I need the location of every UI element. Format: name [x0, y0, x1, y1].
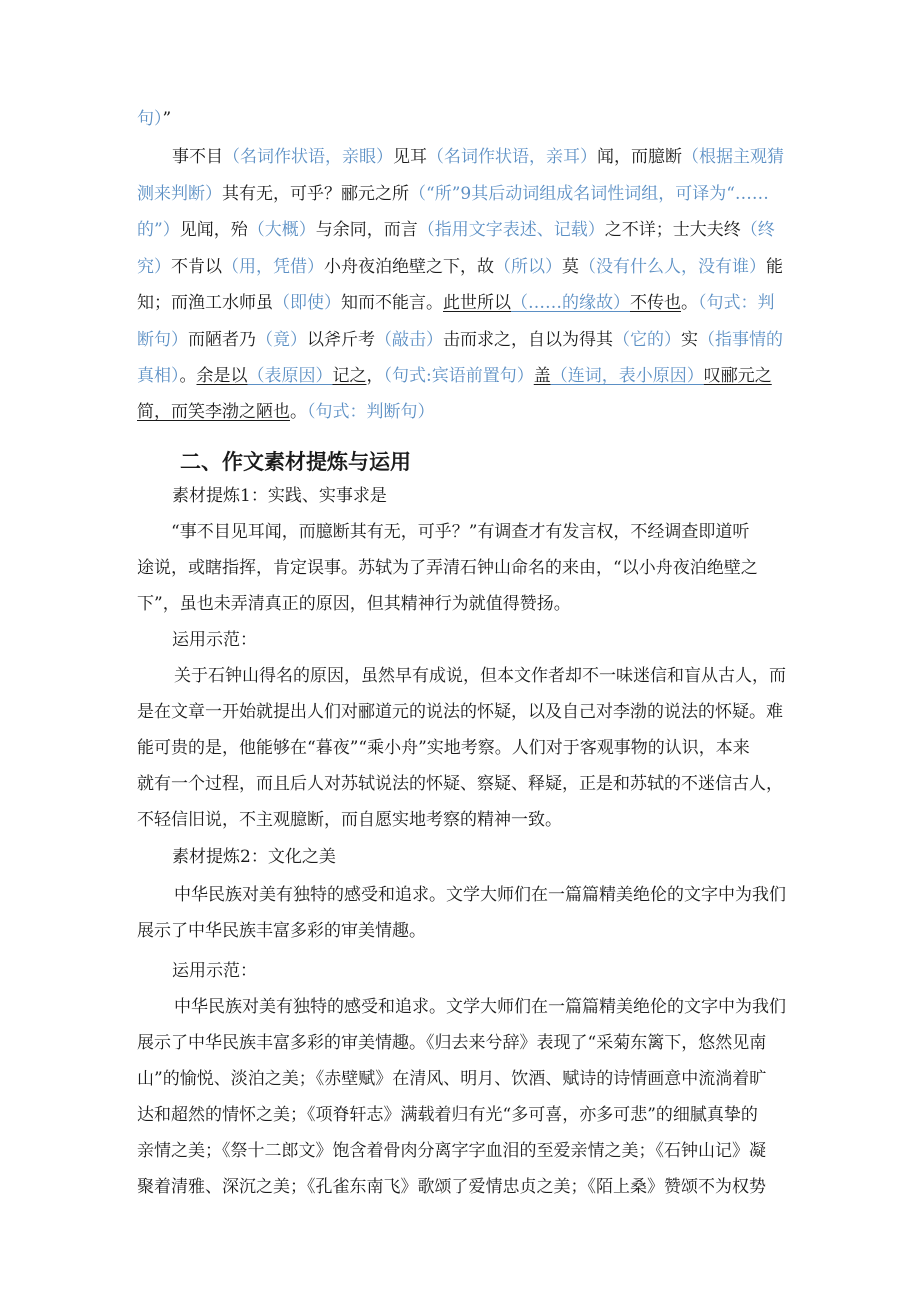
source-text: 莫	[562, 257, 579, 277]
annotated-line	[137, 256, 783, 278]
source-text: 知而不能言。	[341, 293, 443, 313]
source-text: 不肯以	[171, 257, 222, 277]
material-paragraph	[137, 521, 787, 629]
annotation-note: （竟）	[256, 330, 307, 350]
text-line: 展示了中华民族丰富多彩的审美情趣。《归去来兮辞》表现了“采菊东篱下，悠然见南	[137, 1033, 767, 1053]
example-label: 运用示范：	[172, 961, 257, 981]
source-text: 与余同，而言	[315, 220, 418, 240]
source-text: 能	[766, 257, 783, 277]
annotation-note: （名词作状语，亲眼）	[223, 147, 393, 167]
source-text: 。	[681, 293, 698, 313]
text-line: 能可贵的是，他能够在“暮夜”“乘小舟”实地考察。人们对于客观事物的认识，本来	[137, 738, 750, 758]
annotation-note: （没有什么人，没有谁）	[579, 257, 766, 277]
material-label: 素材提炼2：文化之美	[172, 847, 336, 867]
annotation-note: （指用文字表述、记载）	[417, 220, 605, 240]
annotation-note: （指事情的	[698, 330, 783, 350]
annotation-note: （根据主观猜	[682, 147, 784, 167]
text-line: 下”，虽也未弄清真正的原因，但其精神行为就值得赞扬。	[137, 594, 571, 614]
source-text: ，	[366, 366, 384, 386]
source-text: 之不详；士大夫终	[604, 220, 741, 240]
material-paragraph	[137, 884, 787, 956]
annotation-note: 句）	[137, 109, 163, 129]
annotation-note: （所以）	[494, 257, 562, 277]
source-text: 此世所以	[443, 293, 511, 313]
example-label: 运用示范：	[172, 630, 257, 650]
source-text: 简，而笑李渤之陋也	[137, 402, 290, 422]
source-text: 小舟夜泊绝壁之下，故	[324, 257, 494, 277]
text-line: 是在文章一开始就提出人们对郦道元的说法的怀疑，以及自己对李渤的说法的怀疑。难	[137, 702, 783, 722]
annotation-note: （表原因）	[247, 366, 333, 386]
source-text: 知；而渔工水师虽	[137, 293, 273, 313]
annotation-note: 断句）	[137, 330, 188, 350]
text-line: 途说，或瞎指挥，肯定误事。苏轼为了弄清石钟山命名的来由，“以小舟夜泊绝壁之	[137, 558, 758, 578]
annotated-line	[137, 365, 772, 387]
annotation-note: （它的）	[613, 330, 681, 350]
source-text: 盖	[533, 366, 551, 386]
source-text: 实	[681, 330, 698, 350]
annotation-note: （名词作状语，亲耳）	[427, 147, 597, 167]
annotation-note: （连词，表小原因）	[550, 366, 704, 386]
source-text: ”	[162, 109, 172, 129]
text-line: 关于石钟山得名的原因，虽然早有成说，但本文作者却不一味迷信和盲从古人，而	[174, 666, 786, 686]
annotation-note: （敲击）	[375, 330, 443, 350]
annotation-note: （句式：判断句）	[307, 402, 435, 422]
material-label: 素材提炼1：实践、实事求是	[172, 486, 387, 506]
source-text: 闻，而臆断	[597, 147, 682, 167]
annotation-note: （“所”9其后动词组成名词性词组，可译为“……	[409, 184, 769, 204]
text-line: 就有一个过程，而且后人对苏轼说法的怀疑、察疑、释疑，正是和苏轼的不迷信古人，	[137, 774, 783, 794]
source-text: 。	[179, 366, 197, 386]
annotation-note: 真相）	[137, 366, 180, 386]
example-paragraph	[137, 665, 787, 845]
example-paragraph	[137, 996, 787, 1212]
annotation-note: （即使）	[273, 293, 341, 313]
annotated-line	[172, 146, 784, 168]
source-text: 余是以	[196, 366, 248, 386]
source-text: 事不目	[172, 147, 223, 167]
text-line: 聚着清雅、深沉之美；《孔雀东南飞》歌颂了爱情忠贞之美；《陌上桑》赞颂不为权势	[137, 1177, 766, 1197]
text-line: 亲情之美；《祭十二郎文》饱含着骨肉分离字字血泪的至爱亲情之美；《石钟山记》凝	[137, 1141, 766, 1161]
annotation-note: （句式:宾语前置句）	[383, 366, 534, 386]
source-text: 不传也	[630, 293, 681, 313]
annotation-note: 究）	[137, 257, 171, 277]
source-text: 。	[290, 402, 307, 422]
annotated-line	[137, 219, 775, 241]
source-text: 记之	[332, 366, 367, 386]
section-heading: 二、作文素材提炼与运用	[180, 450, 411, 474]
annotated-line	[137, 292, 775, 314]
annotation-note: 测来判断）	[137, 184, 222, 204]
annotated-line	[137, 108, 171, 130]
source-text: 击而求之，自以为得其	[443, 330, 613, 350]
annotated-line	[137, 329, 783, 351]
annotation-note: （用，凭借）	[222, 257, 324, 277]
source-text: 见闻，殆	[179, 220, 248, 240]
annotated-line	[137, 401, 435, 423]
source-text: 而陋者乃	[188, 330, 256, 350]
source-text: 其有无，可乎？郦元之所	[222, 184, 409, 204]
text-line: 山”的愉悦、淡泊之美；《赤壁赋》在清风、明月、饮酒、赋诗的诗情画意中流淌着旷	[137, 1069, 767, 1089]
annotated-line	[137, 183, 769, 205]
source-text: 见耳	[393, 147, 427, 167]
annotation-note: 的”）	[137, 220, 180, 240]
annotation-note: （终	[740, 220, 775, 240]
text-line: 展示了中华民族丰富多彩的审美情趣。	[137, 921, 426, 941]
text-line: 不轻信旧说，不主观臆断，而自愿实地考察的精神一致。	[137, 810, 562, 830]
text-line: 中华民族对美有独特的感受和追求。文学大师们在一篇篇精美绝伦的文字中为我们	[174, 997, 786, 1017]
source-text: 叹郦元之	[703, 366, 772, 386]
annotation-note: （句式：判	[698, 293, 775, 313]
text-line: “事不目见耳闻，而臆断其有无，可乎？”有调查才有发言权，不经调查即道听	[171, 522, 750, 542]
annotation-note: （……的缘故）	[511, 293, 630, 313]
annotation-note: （大概）	[247, 220, 316, 240]
source-text: 以斧斤考	[307, 330, 375, 350]
text-line: 达和超然的情怀之美；《项脊轩志》满载着归有光“多可喜，亦多可悲”的细腻真挚的	[137, 1105, 758, 1125]
text-line: 中华民族对美有独特的感受和追求。文学大师们在一篇篇精美绝伦的文字中为我们	[174, 885, 786, 905]
